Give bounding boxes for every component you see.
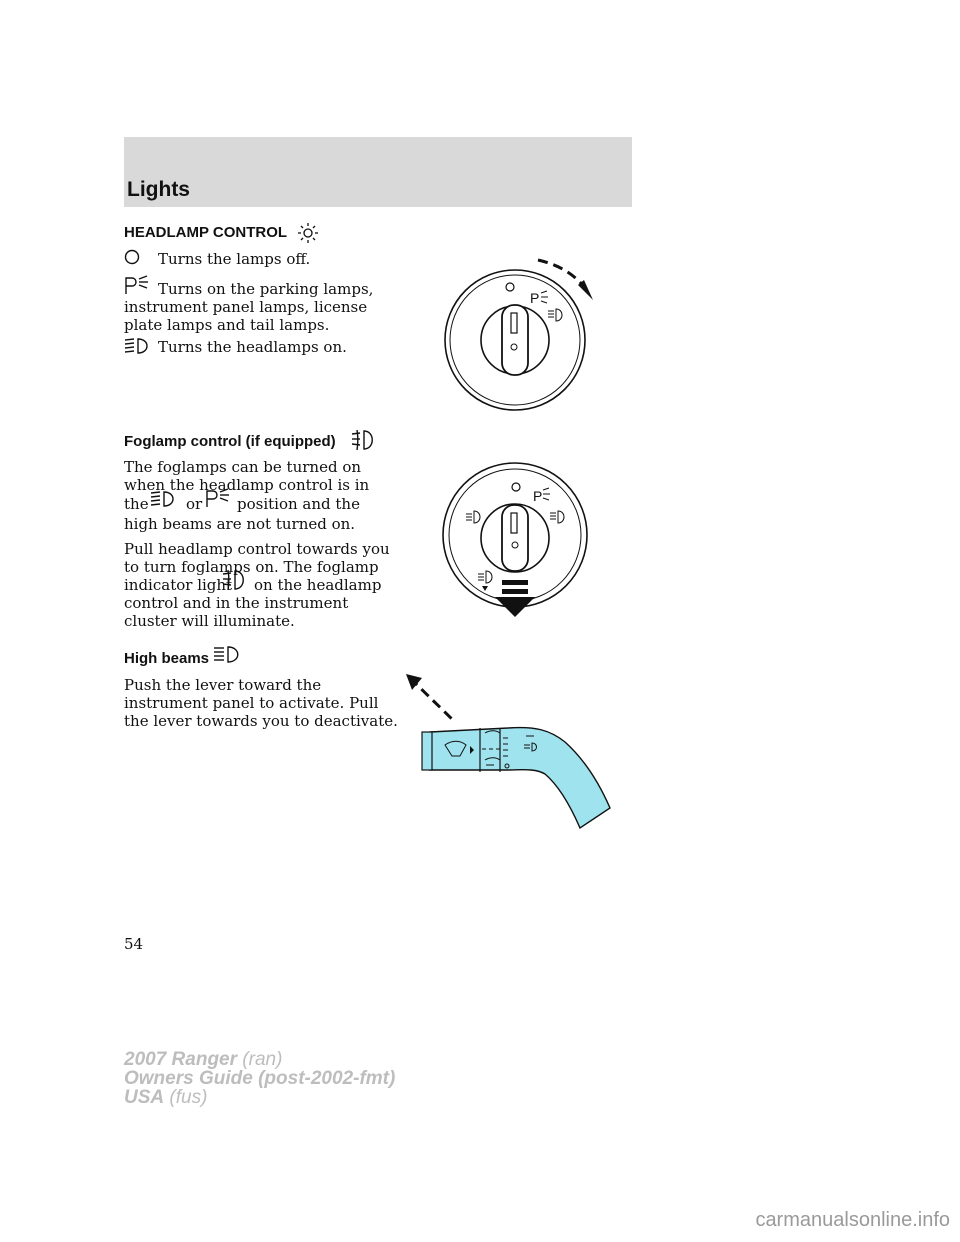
section-title: Lights — [127, 178, 190, 201]
foglamp-text-line2: when the headlamp control is in — [124, 476, 370, 494]
parking-lamp-icon — [124, 275, 150, 295]
foglamp-text-line6: to turn foglamps on. The foglamp — [124, 558, 379, 576]
high-beams-text-line3: the lever towards you to deactivate. — [124, 712, 398, 730]
parking-description-line1: Turns on the parking lamps, — [158, 280, 374, 298]
high-beam-icon — [213, 645, 243, 665]
foglamp-icon — [351, 428, 377, 452]
page-number: 54 — [124, 935, 144, 953]
headlamp-control-heading: HEADLAMP CONTROL — [124, 224, 288, 241]
watermark-link[interactable]: carmanualsonline.info — [755, 1209, 950, 1231]
foglamp-text-line3-b: or — [186, 495, 203, 513]
off-circle-icon — [124, 249, 140, 265]
headlamp-icon — [150, 490, 178, 508]
parking-description-line3: plate lamps and tail lamps. — [124, 316, 330, 334]
foglamp-text-line5: Pull headlamp control towards you — [124, 540, 390, 558]
off-description: Turns the lamps off. — [158, 250, 311, 268]
section-header-band — [124, 137, 632, 207]
footer-market-code: (fus) — [169, 1087, 208, 1108]
footer-guide: Owners Guide (post-2002-fmt) — [124, 1068, 396, 1089]
headlamp-icon — [124, 337, 152, 355]
dial-p-label: P — [530, 290, 540, 306]
foglamp-text-line8: control and in the instrument — [124, 594, 349, 612]
headlamps-description: Turns the headlamps on. — [158, 338, 347, 356]
high-beams-heading: High beams — [124, 650, 210, 667]
foglamp-control-dial-figure — [440, 450, 610, 624]
foglamp-text-line3-a: the — [124, 495, 149, 513]
foglamp-text-line4: high beams are not turned on. — [124, 515, 356, 533]
dial-p-label: P — [533, 488, 543, 504]
foglamp-heading: Foglamp control (if equipped) — [124, 433, 336, 450]
document-footer — [124, 1050, 395, 1107]
foglamp-text-line1: The foglamps can be turned on — [124, 458, 362, 476]
foglamp-text-line3-c: position and the — [237, 495, 360, 513]
parking-lamp-icon — [205, 488, 231, 508]
headlamp-control-dial-figure — [440, 255, 610, 419]
footer-market: USA — [124, 1087, 165, 1108]
high-beams-text-line2: instrument panel to activate. Pull — [124, 694, 379, 712]
foglamp-icon — [222, 568, 248, 592]
sun-icon — [297, 222, 319, 244]
multifunction-lever-figure — [400, 670, 620, 844]
foglamp-text-line9: cluster will illuminate. — [124, 612, 295, 630]
footer-model: 2007 Ranger — [124, 1049, 238, 1070]
footer-model-code: (ran) — [242, 1049, 283, 1070]
parking-description-line2: instrument panel lamps, license — [124, 298, 368, 316]
high-beams-text-line1: Push the lever toward the — [124, 676, 322, 694]
foglamp-text-line7-b: on the headlamp — [254, 576, 382, 594]
foglamp-text-line7-a: indicator light — [124, 576, 233, 594]
